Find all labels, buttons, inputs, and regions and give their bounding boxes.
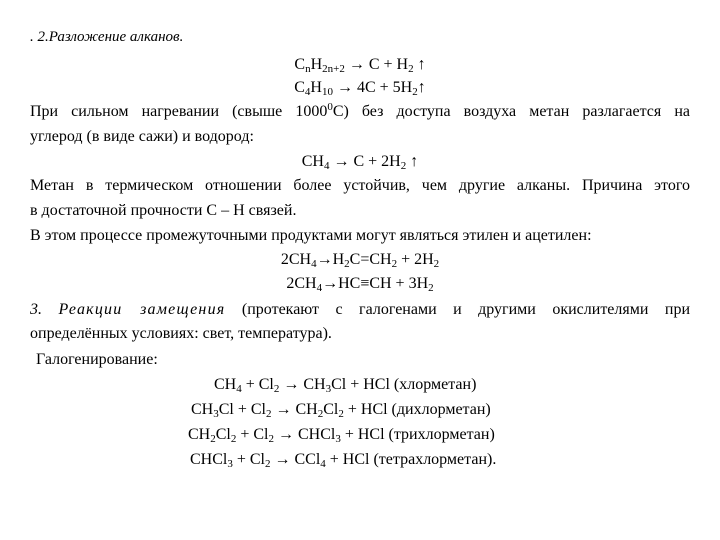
section-2-title-text: 2.Разложение алканов. xyxy=(37,29,184,45)
equation-tetrachloromethane xyxy=(190,450,496,470)
eq-part: Cl + HCl (хлорметан) xyxy=(331,376,477,393)
eq-part: C xyxy=(294,79,305,96)
eq-subscript: 10 xyxy=(321,86,333,98)
eq-part: + HCl (дихлорметан) xyxy=(343,401,491,418)
equation-dichloromethane xyxy=(191,400,491,420)
eq-part: C xyxy=(294,56,306,73)
eq-subscript: 3 xyxy=(213,408,219,420)
section-3-title: Реакции замещения xyxy=(58,301,226,318)
text-fragment: При сильном нагревании (свыше 1000 xyxy=(30,103,328,120)
eq-subscript: 3 xyxy=(325,383,332,395)
eq-subscript: 2 xyxy=(268,433,274,445)
eq-part: → 4C + 5H xyxy=(332,79,413,96)
degree-superscript: 0 xyxy=(327,101,333,113)
eq-subscript: 2 xyxy=(433,258,440,270)
section-3-description: (протекают с галогенами и другими окислителями при xyxy=(241,301,691,318)
eq-subscript: 2 xyxy=(408,63,414,75)
eq-part: + HCl (тетрахлорметан). xyxy=(325,451,497,468)
eq-part: CH xyxy=(188,426,211,443)
eq-part: CH xyxy=(214,376,237,393)
eq-subscript: 2 xyxy=(344,258,350,270)
eq-subscript: n xyxy=(305,63,311,75)
eq-part: → CHCl xyxy=(274,426,336,443)
section-3-heading xyxy=(30,300,690,320)
eq-part: CH xyxy=(301,153,324,170)
eq-subscript: 2 xyxy=(210,433,216,445)
eq-part: → CH xyxy=(279,376,326,393)
eq-part: + HCl (трихлорметан) xyxy=(340,426,495,443)
eq-part: →HC≡CH + 3H xyxy=(322,275,429,292)
eq-subscript: 3 xyxy=(227,458,233,470)
eq-part: 2CH xyxy=(286,275,317,292)
equation-butane-decomposition xyxy=(0,78,720,98)
eq-subscript: 4 xyxy=(311,258,317,270)
section-2-title-prefix: . xyxy=(30,29,38,45)
section-2-title xyxy=(30,27,183,47)
eq-subscript: 2 xyxy=(338,408,344,420)
eq-part: ↑ xyxy=(406,153,419,170)
section-3-description-line-2: определённых условиях: свет, температура). xyxy=(30,325,332,342)
eq-part: H xyxy=(310,56,323,73)
paragraph-heating-line-2: углерод (в виде сажи) и водород: xyxy=(30,128,254,145)
eq-part: C=CH xyxy=(349,251,392,268)
eq-subscript: 2 xyxy=(264,458,271,470)
eq-part: + Cl xyxy=(241,376,274,393)
eq-part: → CH xyxy=(271,401,318,418)
eq-subscript: 2 xyxy=(400,160,407,172)
eq-subscript: 2 xyxy=(273,383,280,395)
paragraph-stability-line-1: Метан в термическом отношении более устойчив, чем другие алканы. Причина этого xyxy=(30,177,690,194)
eq-subscript: 4 xyxy=(320,458,326,470)
eq-part: ↑ xyxy=(413,56,426,73)
eq-subscript: 4 xyxy=(236,383,242,395)
eq-subscript: 2 xyxy=(266,408,272,420)
eq-part: → CCl xyxy=(270,451,321,468)
eq-part: Cl + Cl xyxy=(218,401,266,418)
equation-ethylene xyxy=(0,250,720,270)
eq-part: + Cl xyxy=(236,426,269,443)
eq-part: Cl xyxy=(323,401,339,418)
eq-part: + Cl xyxy=(232,451,265,468)
eq-subscript: 2n+2 xyxy=(322,63,345,75)
paragraph-heating-line-1 xyxy=(30,102,690,122)
eq-part: H xyxy=(310,79,322,96)
eq-subscript: 2 xyxy=(412,86,418,98)
equation-trichloromethane xyxy=(188,425,495,445)
eq-subscript: 4 xyxy=(316,282,323,294)
eq-part: → C + 2H xyxy=(329,153,401,170)
equation-chloromethane xyxy=(214,375,476,395)
eq-part: →H xyxy=(316,251,345,268)
equation-alkane-decomposition xyxy=(0,55,720,75)
eq-part: Cl xyxy=(215,426,231,443)
paragraph-stability-line-2: в достаточной прочности С – Н связей. xyxy=(30,202,297,219)
eq-part: ↑ xyxy=(417,79,426,96)
eq-subscript: 2 xyxy=(230,433,237,445)
text-fragment: С) без доступа воздуха метан разлагается на xyxy=(332,103,690,120)
section-3-number: 3. xyxy=(30,301,42,318)
eq-subscript: 2 xyxy=(317,408,324,420)
eq-part: CHCl xyxy=(190,451,228,468)
eq-part: → C + H xyxy=(344,56,409,73)
paragraph-stability-line-3: В этом процессе промежуточными продуктами могут являться этилен и ацетилен: xyxy=(30,227,592,244)
eq-subscript: 3 xyxy=(335,433,341,445)
equation-methane-decomposition xyxy=(0,152,720,172)
eq-subscript: 2 xyxy=(391,258,398,270)
eq-subscript: 4 xyxy=(323,160,330,172)
equation-acetylene xyxy=(0,274,720,294)
eq-part: 2CH xyxy=(280,251,312,268)
halogenation-label: Галогенирование: xyxy=(36,351,158,368)
eq-subscript: 2 xyxy=(428,282,434,294)
eq-subscript: 4 xyxy=(304,86,311,98)
eq-part: CH xyxy=(191,401,214,418)
eq-part: + 2H xyxy=(397,251,434,268)
